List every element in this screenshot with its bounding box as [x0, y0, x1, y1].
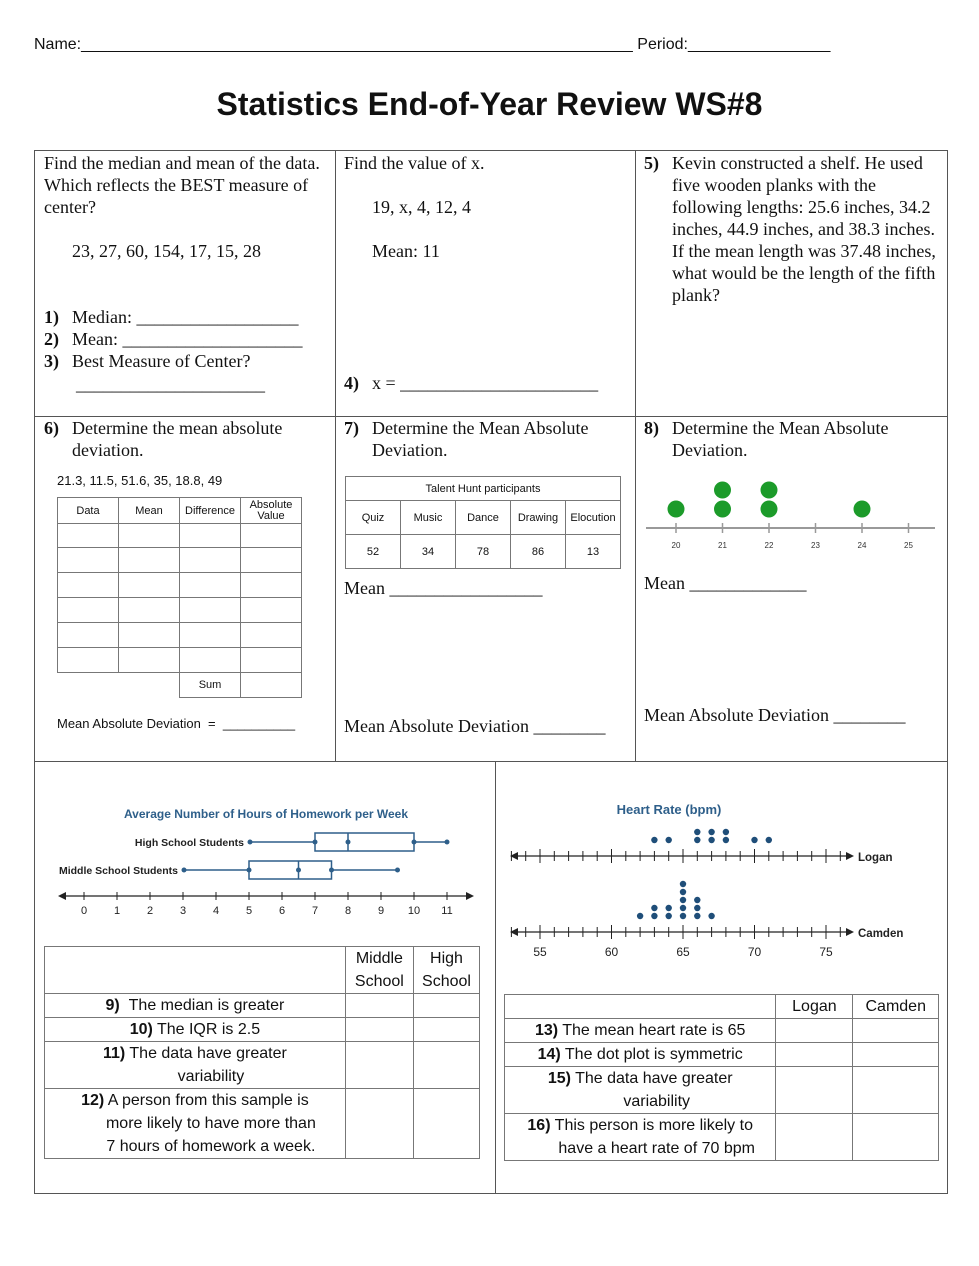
box-plot-box [249, 861, 332, 879]
box-plot-title: Average Number of Hours of Homework per Week [123, 807, 409, 821]
box-plot-point [329, 868, 334, 873]
q12-high-cell[interactable] [413, 1089, 479, 1159]
box-plot-tick-label: 3 [179, 905, 187, 917]
col-header-high-school: High School [413, 947, 479, 994]
table-row [45, 1089, 480, 1159]
q11-text: 11) The data have greater variability [45, 1042, 346, 1089]
mad-cell[interactable] [119, 524, 180, 548]
talent-header-elocution: Elocution [566, 501, 621, 535]
heart-dot [708, 913, 714, 919]
box1-prompt: Find the median and mean of the data. Which reflects the BEST measure of center? [44, 153, 320, 217]
table-row [45, 994, 480, 1018]
talent-header-quiz: Quiz [346, 501, 401, 535]
heart-dot [723, 837, 729, 843]
q6-text: Determine the mean absolute deviation. [72, 418, 283, 460]
mad-cell[interactable] [241, 598, 302, 623]
heart-series-label: Camden [858, 928, 904, 940]
heart-dot [694, 829, 700, 835]
homework-box-plot [40, 796, 490, 926]
mad-cell[interactable] [58, 648, 119, 673]
box6-mad-label[interactable]: Mean Absolute Deviation = __________ [57, 716, 296, 731]
heart-dot [651, 837, 657, 843]
mad-cell[interactable] [58, 623, 119, 648]
heart-dot [723, 829, 729, 835]
dot-plot-tick-label: 25 [904, 541, 913, 550]
box-plot-tick-label: 0 [80, 905, 88, 917]
q5-text: Kevin constructed a shelf. He used five wooden planks with the following lengths: 25.6 inches, 34.2 inches, 44.9 inches, and 38.3 inches. If the mean length was 37.48 inches, what would be the length of the fifth plank? [672, 153, 936, 305]
q14-text: 14) The dot plot is symmetric [505, 1043, 776, 1067]
box8-dot-plot [640, 476, 940, 556]
q16-camden-cell[interactable] [853, 1114, 939, 1161]
heart-series-label: Logan [858, 852, 893, 864]
heart-dot [680, 889, 686, 895]
dot-plot-dot [761, 482, 778, 499]
mad-header-mean: Mean [119, 498, 180, 524]
heart-dot [666, 837, 672, 843]
box-plot-point [445, 840, 450, 845]
mad-cell[interactable] [119, 648, 180, 673]
mad-cell[interactable] [241, 524, 302, 548]
mad-cell[interactable] [180, 548, 241, 573]
talent-value-elocution: 13 [566, 535, 621, 569]
q12-middle-cell[interactable] [345, 1089, 413, 1159]
box8-mad[interactable]: Mean Absolute Deviation ________ [644, 705, 906, 725]
mad-sum-cell[interactable] [241, 673, 302, 698]
talent-value-music: 34 [401, 535, 456, 569]
q10-text: 10) The IQR is 2.5 [45, 1018, 346, 1042]
heart-tick-label: 70 [747, 945, 762, 959]
q14-camden-cell[interactable] [853, 1043, 939, 1067]
q10-high-cell[interactable] [413, 1018, 479, 1042]
mad-cell[interactable] [180, 598, 241, 623]
name-label: Name: [34, 36, 82, 53]
q16-logan-cell[interactable] [776, 1114, 853, 1161]
dot-plot-tick-label: 22 [764, 541, 774, 550]
box8-q8 [644, 417, 936, 461]
q7-number: 7) [344, 418, 359, 438]
mad-cell[interactable] [241, 648, 302, 673]
dot-plot-dot [761, 501, 778, 518]
table-row [505, 1114, 939, 1161]
box-plot-point [395, 868, 400, 873]
q1-number: 1) [44, 307, 59, 327]
box-plot-point [247, 868, 252, 873]
heart-dot [708, 829, 714, 835]
talent-value-quiz: 52 [346, 535, 401, 569]
box2-mean: Mean: 11 [372, 241, 440, 261]
box-plot-tick-label: 7 [311, 905, 319, 917]
box-plot-tick-label: 9 [377, 905, 385, 917]
box-plot-tick-label: 10 [407, 905, 421, 917]
box6-q6 [44, 417, 329, 461]
box1-q1[interactable] [44, 306, 299, 328]
q14-logan-cell[interactable] [776, 1043, 853, 1067]
q4-number: 4) [344, 373, 359, 393]
page-title: Statistics End-of-Year Review WS#8 [216, 86, 763, 122]
table-row [505, 1019, 939, 1043]
heart-rate-dot-plot [500, 796, 940, 966]
q9-high-cell[interactable] [413, 994, 479, 1018]
q8-number: 8) [644, 418, 659, 438]
q13-logan-cell[interactable] [776, 1019, 853, 1043]
box-plot-tick-label: 2 [146, 905, 154, 917]
heart-axis-arrow-right [846, 852, 854, 860]
box1-q2[interactable] [44, 328, 302, 350]
dot-plot-dot [714, 482, 731, 499]
heart-tick-label: 65 [676, 945, 690, 959]
q3-number: 3) [44, 351, 59, 371]
box-plot-tick-label: 5 [245, 905, 253, 917]
dot-plot-tick-label: 23 [811, 541, 820, 550]
heart-tick-label: 55 [533, 945, 547, 959]
mad-cell[interactable] [119, 548, 180, 573]
q10-middle-cell[interactable] [345, 1018, 413, 1042]
col-header-camden: Camden [853, 995, 939, 1019]
mad-header-difference: Difference [180, 498, 241, 524]
box3-q5 [644, 152, 936, 306]
q5-number: 5) [644, 153, 659, 173]
heart-dot [680, 913, 686, 919]
box-plot-point [296, 868, 301, 873]
mad-header-data: Data [58, 498, 119, 524]
col-header-middle-school: Middle School [345, 947, 413, 994]
q12-text: 12) A person from this sample is more likely to have more than 7 hours of homework a week. [45, 1089, 346, 1159]
mad-cell[interactable] [58, 548, 119, 573]
heart-dot [694, 837, 700, 843]
talent-value-dance: 78 [456, 535, 511, 569]
dot-plot-dot [668, 501, 685, 518]
table-row [45, 1042, 480, 1089]
table-row [505, 1043, 939, 1067]
box8-mean[interactable]: Mean _____________ [644, 573, 807, 593]
box1-data: 23, 27, 60, 154, 17, 15, 28 [72, 241, 261, 261]
box-plot-tick-label: 6 [278, 905, 286, 917]
period-line[interactable]: ________________ [687, 36, 831, 53]
box-plot-tick-label: 11 [441, 905, 453, 917]
mad-table [57, 497, 302, 698]
box1-q3-line[interactable]: _____________________ [76, 374, 265, 394]
mad-cell[interactable] [241, 548, 302, 573]
heart-dot [694, 905, 700, 911]
mad-cell[interactable] [119, 573, 180, 598]
q15-logan-cell[interactable] [776, 1067, 853, 1114]
heart-dot [651, 913, 657, 919]
mad-cell[interactable] [58, 598, 119, 623]
box2-data: 19, x, 4, 12, 4 [372, 197, 471, 217]
box-plot-series-label: High School Students [134, 837, 244, 849]
col-header-logan: Logan [776, 995, 853, 1019]
heart-dot [666, 905, 672, 911]
dot-plot-dot [854, 501, 871, 518]
q13-text: 13) The mean heart rate is 65 [505, 1019, 776, 1043]
header [34, 36, 830, 54]
q4-text: x = ______________________ [372, 373, 599, 393]
mad-cell[interactable] [241, 573, 302, 598]
q1-text: Median: __________________ [72, 307, 299, 327]
dot-plot-dot [714, 501, 731, 518]
left-question-table [44, 946, 480, 1159]
q9-middle-cell[interactable] [345, 994, 413, 1018]
heart-tick-label: 60 [604, 945, 619, 959]
heart-dot [680, 897, 686, 903]
heart-axis-arrow-right [846, 928, 854, 936]
heart-dot [637, 913, 643, 919]
period-label: Period: [637, 36, 688, 53]
q16-text: 16) This person is more likely to have a heart rate of 70 bpm [505, 1114, 776, 1161]
heart-plot-title: Heart Rate (bpm) [616, 802, 722, 817]
name-line[interactable]: ______________________________________________________________ [81, 36, 633, 53]
box-plot-tick-label: 8 [344, 905, 352, 917]
mad-sum-label: Sum [180, 673, 241, 698]
box-plot-series-label: Middle School Students [58, 865, 178, 877]
heart-tick-label: 75 [819, 945, 833, 959]
q11-middle-cell[interactable] [345, 1042, 413, 1089]
mad-cell[interactable] [180, 648, 241, 673]
q11-high-cell[interactable] [413, 1042, 479, 1089]
talent-value-drawing: 86 [511, 535, 566, 569]
box2-prompt: Find the value of x. [344, 153, 485, 173]
box-plot-box [315, 833, 414, 851]
heart-dot [708, 837, 714, 843]
mad-header-absolute: Absolute Value [241, 498, 302, 524]
q9-text: 9) The median is greater [45, 994, 346, 1018]
q15-camden-cell[interactable] [853, 1067, 939, 1114]
dot-plot-tick-label: 20 [671, 541, 681, 550]
box6-data: 21.3, 11.5, 51.6, 35, 18.8, 49 [57, 473, 223, 488]
mad-cell[interactable] [58, 573, 119, 598]
box-plot-point [346, 840, 351, 845]
mad-cell[interactable] [180, 623, 241, 648]
heart-dot [694, 897, 700, 903]
talent-table-title: Talent Hunt participants [346, 477, 621, 501]
box-plot-axis-arrow-right [466, 892, 474, 900]
heart-dot [680, 905, 686, 911]
box-plot-tick-label: 1 [113, 905, 121, 917]
q6-number: 6) [44, 418, 59, 438]
table-row [505, 1067, 939, 1114]
heart-dot [694, 913, 700, 919]
q8-text: Determine the Mean Absolute Deviation. [672, 418, 889, 460]
box7-q7 [344, 417, 629, 461]
talent-header-drawing: Drawing [511, 501, 566, 535]
box7-mad[interactable]: Mean Absolute Deviation ________ [344, 716, 606, 736]
mad-cell[interactable] [58, 524, 119, 548]
q3-text: Best Measure of Center? [72, 351, 251, 371]
q13-camden-cell[interactable] [853, 1019, 939, 1043]
box-plot-point [313, 840, 318, 845]
dot-plot-tick-label: 21 [718, 541, 727, 550]
talent-header-dance: Dance [456, 501, 511, 535]
heart-dot [680, 881, 686, 887]
table-row [45, 1018, 480, 1042]
box-plot-tick-label: 4 [212, 905, 220, 917]
box1-q3 [44, 350, 250, 372]
box-plot-axis-arrow-left [58, 892, 66, 900]
box7-mean[interactable]: Mean _________________ [344, 578, 543, 598]
dot-plot-tick-label: 24 [857, 541, 867, 550]
heart-dot [651, 905, 657, 911]
mad-cell[interactable] [180, 573, 241, 598]
heart-dot [666, 913, 672, 919]
q7-text: Determine the Mean Absolute Deviation. [372, 418, 589, 460]
mad-cell[interactable] [180, 524, 241, 548]
talent-table [345, 476, 621, 569]
right-question-table [504, 994, 939, 1161]
q15-text: 15) The data have greater variability [505, 1067, 776, 1114]
box2-q4[interactable] [344, 372, 598, 394]
mad-cell[interactable] [119, 623, 180, 648]
talent-header-music: Music [401, 501, 456, 535]
q2-text: Mean: ____________________ [72, 329, 303, 349]
q2-number: 2) [44, 329, 59, 349]
heart-dot [766, 837, 772, 843]
heart-dot [751, 837, 757, 843]
box-plot-point [412, 840, 417, 845]
mad-cell[interactable] [119, 598, 180, 623]
mad-cell[interactable] [241, 623, 302, 648]
